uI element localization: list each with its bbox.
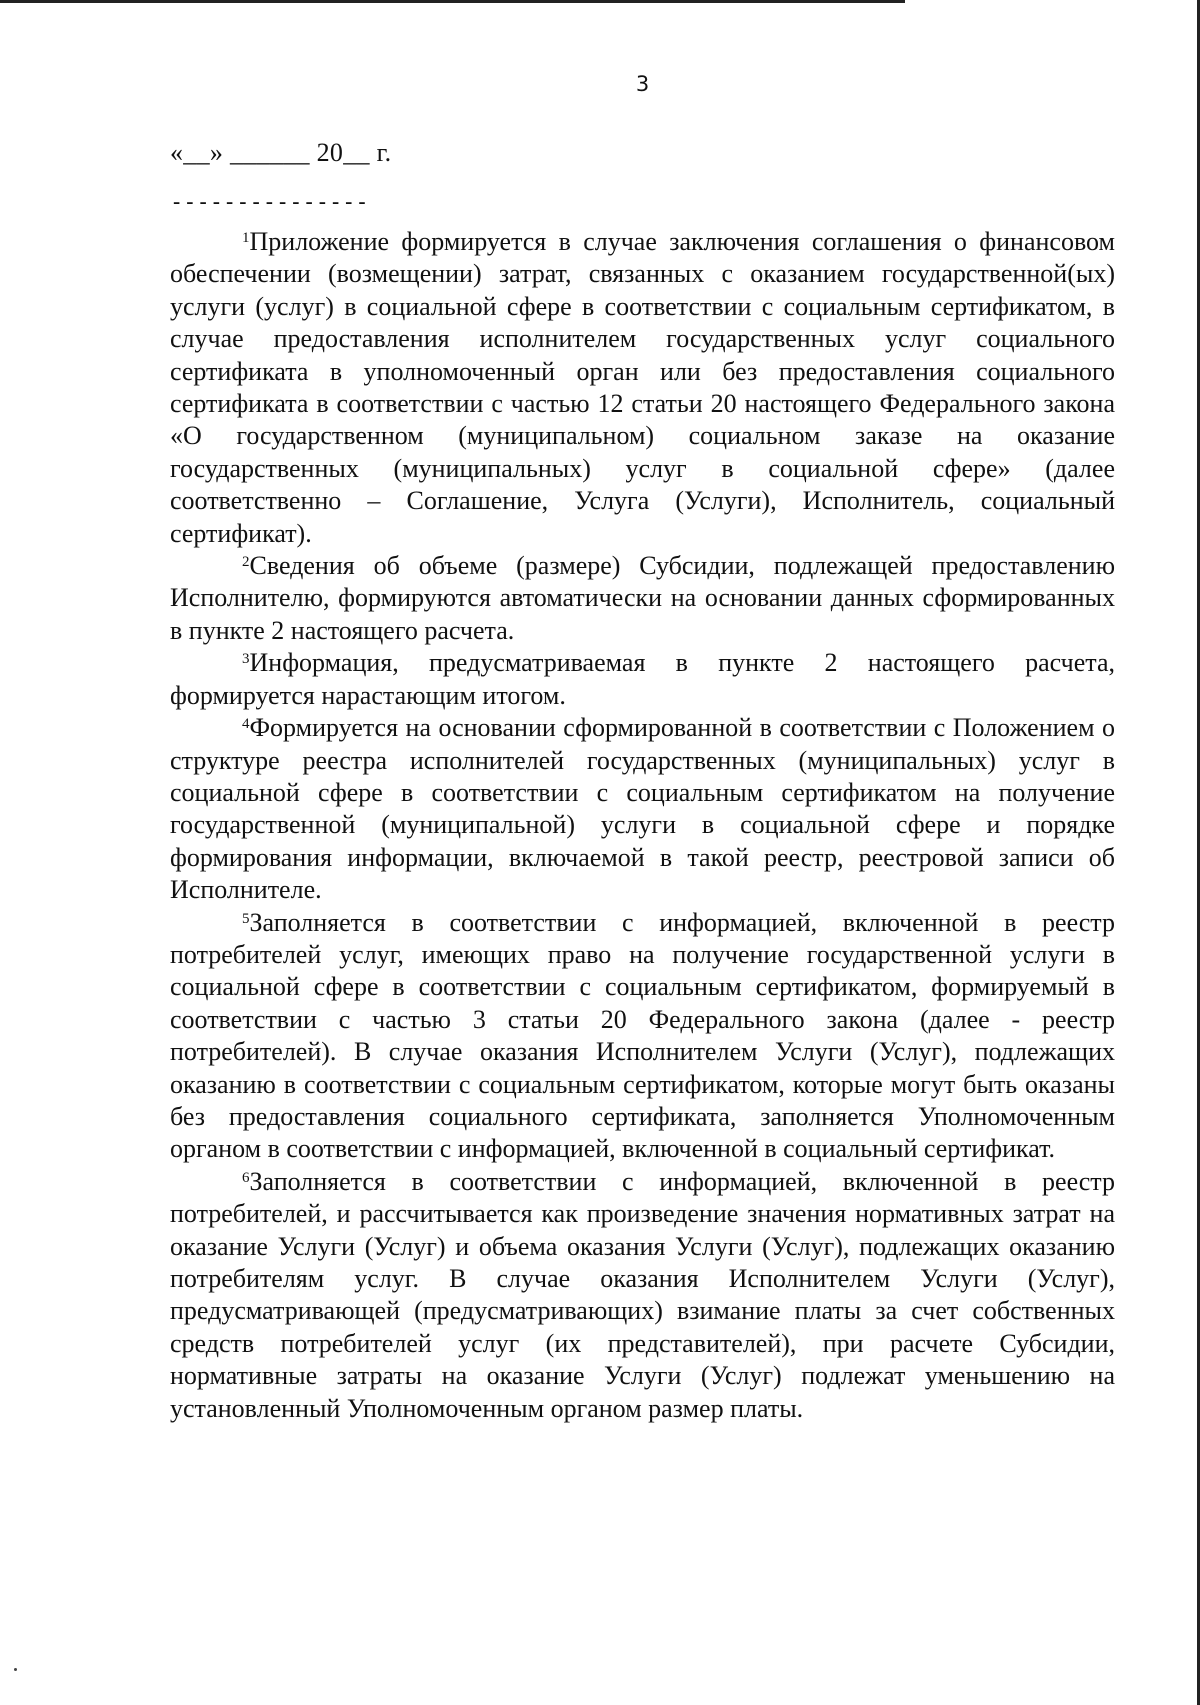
footnote-text: Заполняется в соответствии с информацией, включенной в реестр потребителей, и рассчитывается как произведение значения нормативных затрат на оказание Услуги (Услуг) и объема оказания Услуги (Услуг), подлежащих оказанию потребителям услуг. В случае оказания Исполнителем Услуги (Услуг), предусматривающей (предусматривающих) взимание платы за счет собственных средств потребителей услуг (их представителей), при расчете Субсидии, нормативные затраты на оказание Услуги (Услуг) подлежат уменьшению на установленный Уполномоченным органом размер платы.	[170, 1166, 1115, 1423]
scan-top-border	[0, 0, 905, 3]
footnote-text: Информация, предусматриваемая в пункте 2 настоящего расчета, формируется нарастающим итогом.	[170, 648, 1115, 710]
footnote-1	[170, 226, 1115, 550]
scan-speck	[14, 1668, 17, 1671]
footnote-text: Приложение формируется в случае заключения соглашения о финансовом обеспечении (возмещении) затрат, связанных с оказанием государственной(ых) услуги (услуг) в социальной сфере в соответствии с социальным сертификатом, в случае предоставления исполнителем государственных услуг социального сертификата в уполномоченный орган или без предоставления социального сертификата в соответствии с частью 12 статьи 20 настоящего Федерального закона «О государственном (муниципальном) социальном заказе на оказание государственных (муниципальных) услуг в социальной сфере» (далее соответственно – Соглашение, Услуга (Услуги), Исполнитель, социальный сертификат).	[170, 227, 1115, 548]
date-line: «__» ______ 20__ г.	[170, 138, 392, 167]
page-number: 3	[635, 72, 650, 96]
footnote-marker: 5	[242, 910, 250, 927]
footnote-text: Формируется на основании сформированной в соответствии с Положением о структуре реестра исполнителей государственных (муниципальных) услуг в социальной сфере в соответствии с социальным сертификатом на получение государственной (муниципальной) услуги в социальной сфере и порядке формирования информации, включаемой в такой реестр, реестровой записи об Исполнителе.	[170, 713, 1115, 905]
footnote-5	[170, 907, 1115, 1166]
footnote-2	[170, 550, 1115, 647]
footnote-marker: 6	[242, 1169, 250, 1186]
footnote-6	[170, 1166, 1115, 1425]
footnote-text: Сведения об объеме (размере) Субсидии, подлежащей предоставлению Исполнителю, формируются автоматически на основании данных сформированных в пункте 2 настоящего расчета.	[170, 551, 1115, 645]
footnote-text: Заполняется в соответствии с информацией, включенной в реестр потребителей услуг, имеющих право на получение государственной услуги в социальной сфере в соответствии с социальным сертификатом, формируемый в соответствии с частью 3 статьи 20 Федерального закона (далее - реестр потребителей). В случае оказания Исполнителем Услуги (Услуг), подлежащих оказанию в соответствии с социальным сертификатом, которые могут быть оказаны без предоставления социального сертификата, заполняется Уполномоченным органом в соответствии с информацией, включенной в социальный сертификат.	[170, 907, 1115, 1164]
footnote-marker: 4	[242, 715, 250, 732]
footnote-marker: 1	[242, 229, 250, 246]
footnote-separator: ---------------	[170, 190, 369, 215]
footnotes-block	[170, 226, 1115, 1425]
footnote-marker: 3	[242, 651, 250, 668]
footnote-3	[170, 647, 1115, 712]
footnote-4	[170, 712, 1115, 906]
footnote-marker: 2	[242, 553, 250, 570]
